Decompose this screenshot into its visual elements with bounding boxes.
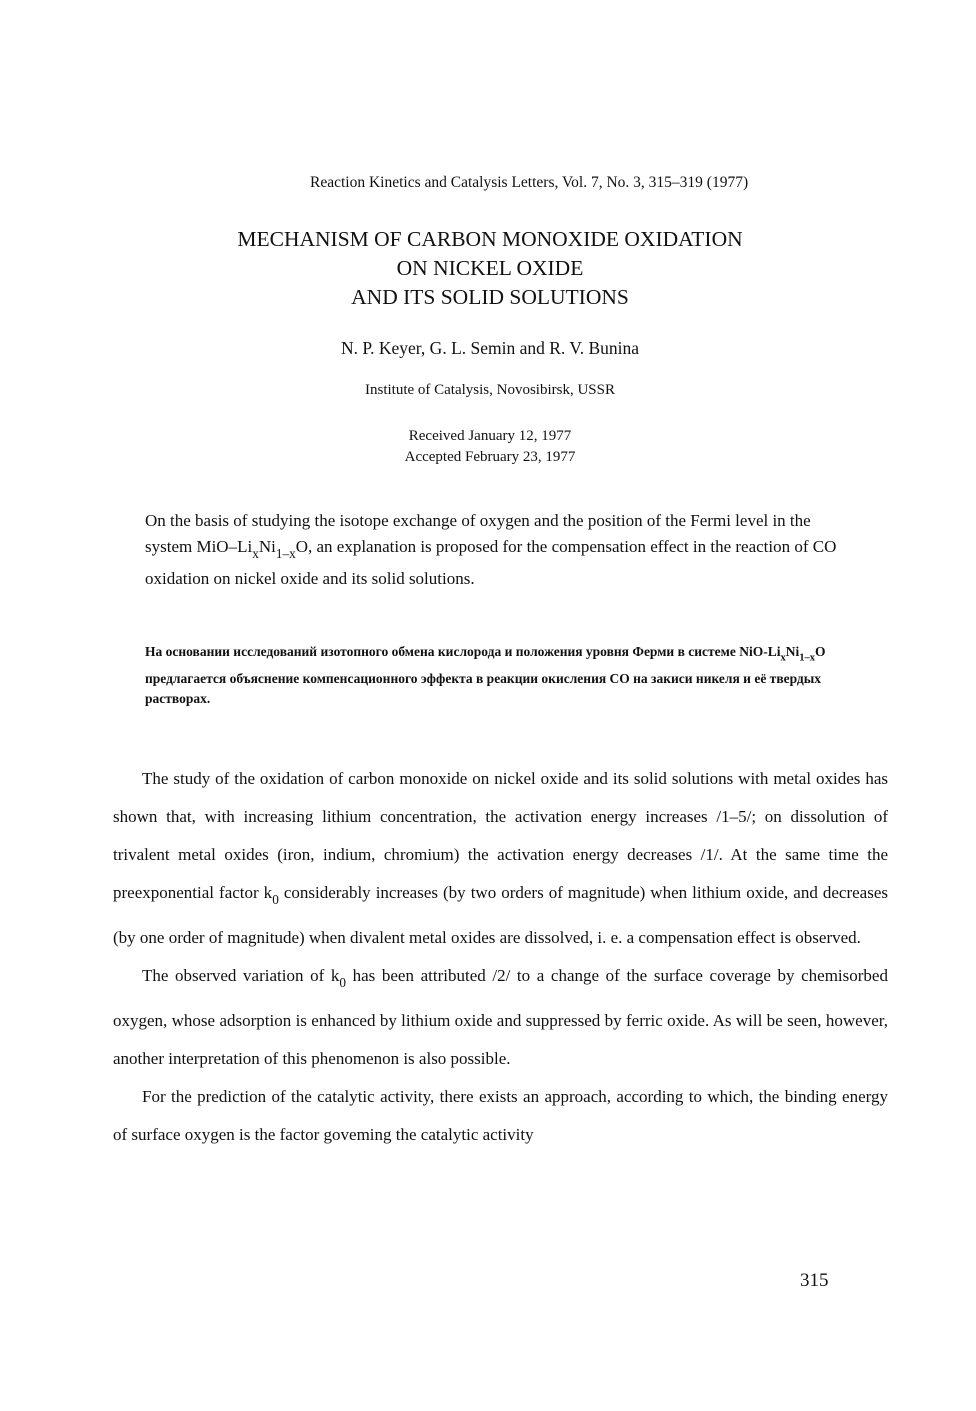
- paragraph-1-text-a: The study of the oxidation of carbon monoxide on nickel oxide and its solid solutions with metal oxides has shown that, with increasing lithium concentration, the activation energy increases /1–5/; on dissolution of trivalent metal oxides (iron, indium, chromium) the activation energy decreases /1/. At the same time the preexponential factor k: [113, 769, 888, 902]
- abstract-en-text-1: On the basis of studying the isotope exchange of oxygen and the position of the Fermi level in the system MiO–Li: [145, 511, 811, 556]
- paragraph-1: [113, 760, 888, 957]
- abstract-ru-subscript-1: x: [780, 652, 786, 664]
- paragraph-1-subscript: 0: [272, 891, 279, 907]
- abstract-en-subscript-1: x: [252, 545, 259, 561]
- paragraph-1-text-b: considerably increases (by two orders of magnitude) when lithium oxide, and decreases (by one order of magnitude) when divalent metal oxides are dissolved, i. e. a compensation effect is observed.: [113, 883, 888, 947]
- abstract-ru-subscript-2: 1–x: [799, 652, 815, 664]
- title-line-2: ON NICKEL OXIDE: [396, 256, 584, 280]
- paragraph-2: [113, 957, 888, 1078]
- paragraph-3: For the prediction of the catalytic activity, there exists an approach, according to which, the binding energy of surface oxygen is the factor goveming the catalytic activity: [113, 1086, 888, 1144]
- affiliation: Institute of Catalysis, Novosibirsk, USSR: [364, 382, 615, 398]
- body-text: [113, 760, 888, 1154]
- accepted-date: Accepted February 23, 1977: [404, 449, 576, 465]
- abstract-ru-text-2: Ni: [785, 644, 800, 659]
- article-title: [160, 225, 820, 312]
- page-number: 315: [800, 1270, 829, 1291]
- paragraph-2-subscript: 0: [339, 974, 346, 990]
- paragraph-2-text-a: The observed variation of k: [142, 965, 340, 985]
- abstract-english: [145, 508, 845, 591]
- received-date: Received January 12, 1977: [408, 428, 572, 444]
- abstract-en-subscript-2: 1–x: [275, 545, 296, 561]
- abstract-russian: [145, 642, 845, 709]
- abstract-ru-text-1: На основании исследований изотопного обмена кислорода и положения уровня Ферми в системе NiO-Li: [145, 644, 781, 659]
- abstract-en-text-2: Ni: [258, 536, 276, 556]
- authors: N. P. Keyer, G. L. Semin and R. V. Bunina: [340, 338, 640, 358]
- abstract-ru-text-3: O предлагается объяснение компенсационного эффекта в реакции окисления СО на закиси никеля и её твердых растворах.: [145, 644, 826, 706]
- dates: [160, 426, 820, 468]
- abstract-en-text-3: O, an explanation is proposed for the compensation effect in the reaction of CO oxidation on nickel oxide and its solid solutions.: [145, 536, 837, 588]
- title-line-3: AND ITS SOLID SOLUTIONS: [351, 285, 629, 309]
- title-line-1: MECHANISM OF CARBON MONOXIDE OXIDATION: [237, 227, 743, 251]
- journal-citation: Reaction Kinetics and Catalysis Letters, Vol. 7, No. 3, 315–319 (1977): [310, 174, 749, 191]
- paragraph-2-text-b: has been attributed /2/ to a change of the surface coverage by chemisorbed oxygen, whose adsorption is enhanced by lithium oxide and suppressed by ferric oxide. As will be seen, however, another interpretation of this phenomenon is also possible.: [113, 965, 888, 1068]
